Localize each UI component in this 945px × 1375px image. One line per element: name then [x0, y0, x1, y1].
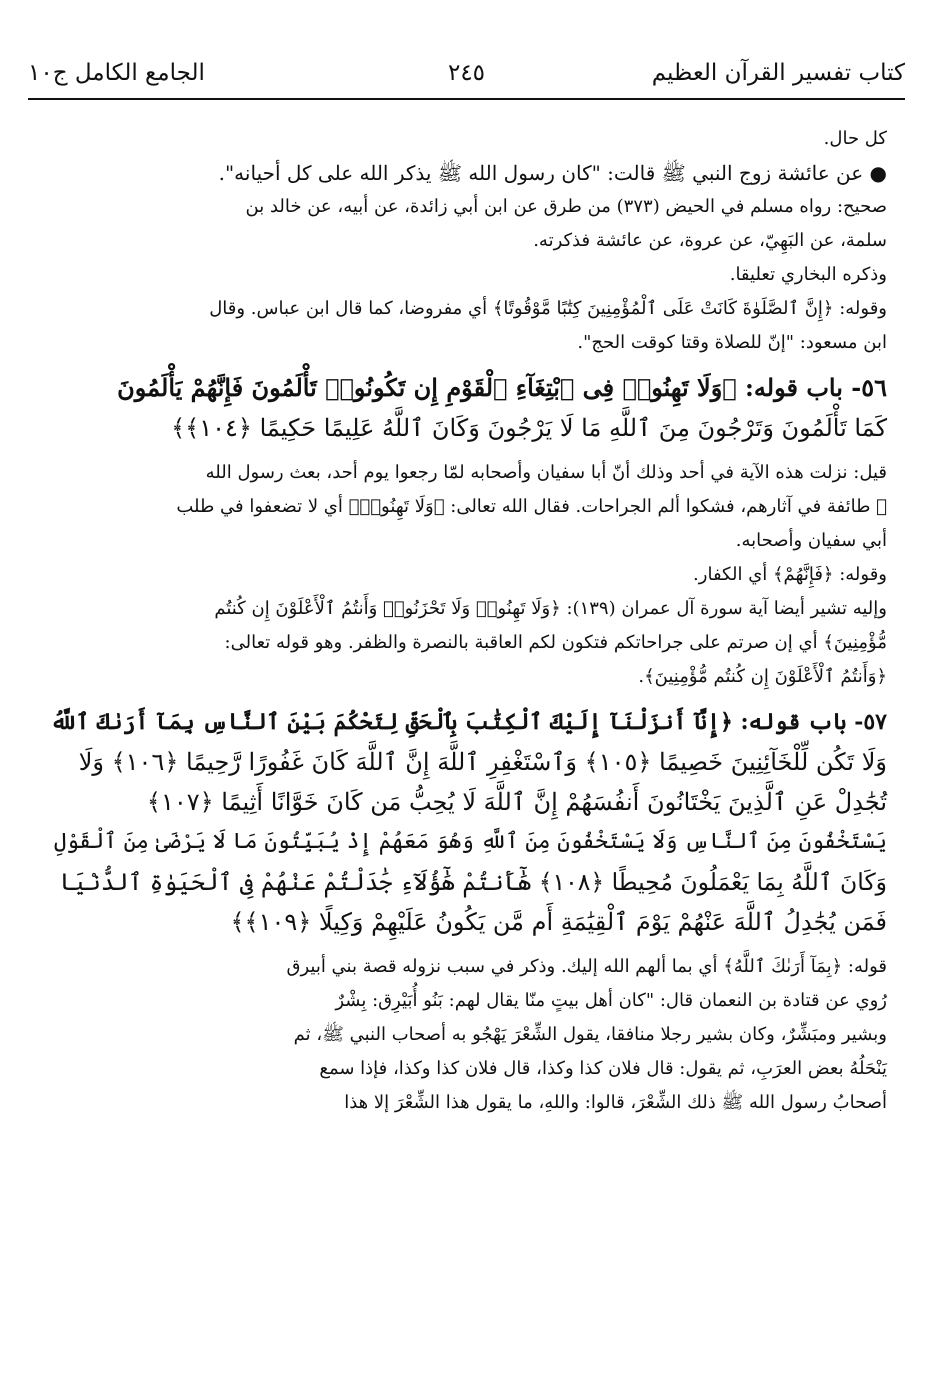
text-line: وقوله: ﴿إِنَّ ٱلصَّلَوٰةَ كَانَتْ عَلَى ٱلْمُؤْمِنِينَ كِتَٰبًا مَّوْقُوتًا﴾ أي مفروضا، كما قال ابن عباس. وقال	[209, 298, 887, 319]
header-divider	[28, 98, 905, 100]
text-line: ﴿وَأَنتُمُ ٱلْأَعْلَوْنَ إِن كُنتُم مُّؤْمِنِينَ﴾.	[638, 666, 887, 687]
text-line: أصحابُ رسول الله ﷺ ذلك الشِّعْرَ، قالوا: واللهِ، ما يقول هذا الشِّعْرَ إلا هذا	[344, 1092, 887, 1113]
hadith-line: ● عن عائشة زوج النبي ﷺ قالت: "كان رسول الله ﷺ يذكر الله على كل أحيانه".	[218, 161, 887, 185]
text-line: وقوله: ﴿فَإِنَّهُمْ﴾ أي الكفار.	[693, 564, 887, 585]
text-line: وإليه تشير أيضا آية سورة آل عمران (١٣٩): ﴿وَلَا تَهِنُوا۟ وَلَا تَحْزَنُوا۟ وَأَنتُمُ ٱلْأَعْلَوْنَ إِن كُنتُم	[214, 598, 887, 619]
text-line: أبي سفيان وأصحابه.	[735, 530, 887, 551]
text-line: ابن مسعود: "إنّ للصلاة وقتا كوقت الحج".	[577, 332, 887, 353]
heading-line: ٥٦- باب قوله: ﴿وَلَا تَهِنُوا۟ فِى ٱبْتِغَآءِ ٱلْقَوْمِ إِن تَكُونُوا۟ تَأْلَمُونَ فَإِنَّهُمْ يَأْلَمُونَ	[117, 373, 887, 402]
chapter-56-heading	[50, 368, 887, 448]
text-line: مُّؤْمِنِينَ﴾ أي إن صرتم على جراحاتكم فتكون لكم العاقبة بالنصرة والظفر. وهو قوله تعالى:	[224, 632, 887, 653]
volume-label: الجامع الكامل ج١٠	[28, 60, 205, 86]
text-line: قوله: ﴿بِمَآ أَرَىٰكَ ٱللَّهُ﴾ أي بما ألهم الله إليك. وذكر في سبب نزوله قصة بني أبيرق	[286, 956, 887, 977]
heading-line: وَلَا تَكُن لِّلْخَآئِنِينَ خَصِيمًا ﴿١٠٥﴾ وَٱسْتَغْفِرِ ٱللَّهَ إِنَّ ٱللَّهَ كَانَ غَفُورًا رَّحِيمًا ﴿١٠٦﴾ وَلَا	[78, 748, 887, 776]
book-title: كتاب تفسير القرآن العظيم	[651, 60, 905, 86]
heading-line: يَسْتَخْفُونَ مِنَ ٱلنَّاسِ وَلَا يَسْتَخْفُونَ مِنَ ٱللَّهِ وَهُوَ مَعَهُمْ إِذْ يُبَيِّتُونَ مَا لَا يَرْضَىٰ مِنَ ٱلْقَوْلِ	[53, 829, 887, 854]
text-line: وبشير ومبَشِّرٌ، وكان بشير رجلا منافقا، يقول الشِّعْرَ يَهْجُو به أصحاب النبي ﷺ، ثم	[293, 1024, 887, 1045]
heading-line: فَمَن يُجَٰدِلُ ٱللَّهَ عَنْهُمْ يَوْمَ ٱلْقِيَٰمَةِ أَم مَّن يَكُونُ عَلَيْهِمْ وَكِيلًا ﴿١٠٩﴾﴾	[230, 908, 887, 936]
text-line: كل حال.	[823, 128, 887, 149]
page-number: ٢٤٥	[447, 60, 486, 86]
heading-line: تُجَٰدِلْ عَنِ ٱلَّذِينَ يَخْتَانُونَ أَنفُسَهُمْ إِنَّ ٱللَّهَ لَا يُحِبُّ مَن كَانَ خَوَّانًا أَثِيمًا ﴿١٠٧﴾	[146, 788, 887, 816]
page-body	[50, 122, 887, 1120]
heading-line: ٥٧- باب قوله: ﴿إِنَّآ أَنزَلْنَآ إِلَيْكَ ٱلْكِتَٰبَ بِٱلْحَقِّ لِتَحْكُمَ بَيْنَ ٱلنَّاسِ بِمَآ أَرَىٰكَ ٱللَّهُ	[50, 709, 887, 735]
heading-line: كَمَا تَأْلَمُونَ وَتَرْجُونَ مِنَ ٱللَّهِ مَا لَا يَرْجُونَ وَكَانَ ٱللَّهُ عَلِيمًا حَكِيمًا ﴿١٠٤﴾﴾	[171, 414, 887, 442]
text-line: رُوي عن قتادة بن النعمان قال: "كان أهل بيتٍ منّا يقال لهم: بَنُو أُبَيْرِق: بِشْرٌ	[335, 990, 887, 1011]
running-header	[28, 50, 905, 94]
text-line: وذكره البخاري تعليقا.	[729, 264, 887, 285]
text-line: يَنْحَلُهُ بعض العرَبِ، ثم يقول: قال فلان كذا وكذا، قال فلان كذا وكذا، فإذا سمع	[319, 1058, 887, 1079]
text-line: ﷺ طائفة في آثارهم، فشكوا ألم الجراحات. فقال الله تعالى: ﴿وَلَا تَهِنُوا۟﴾ أي لا تضعفوا في طلب	[176, 496, 887, 517]
text-line: قيل: نزلت هذه الآية في أحد وذلك أنّ أبا سفيان وأصحابه لمّا رجعوا يوم أحد، بعث رسول الله	[205, 462, 887, 483]
chapter-57-heading	[50, 702, 887, 942]
heading-line: وَكَانَ ٱللَّهُ بِمَا يَعْمَلُونَ مُحِيطًا ﴿١٠٨﴾ هَٰٓأَنتُمْ هَٰٓؤُلَآءِ جَٰدَلْتُمْ عَنْهُمْ فِى ٱلْحَيَوٰةِ ٱلدُّنْيَا	[59, 868, 887, 896]
text-line: صحيح: رواه مسلم في الحيض (٣٧٣) من طرق عن ابن أبي زائدة، عن أبيه، عن خالد بن	[245, 196, 887, 217]
text-line: سلمة، عن البَهِيّ، عن عروة، عن عائشة فذكرته.	[533, 230, 887, 251]
